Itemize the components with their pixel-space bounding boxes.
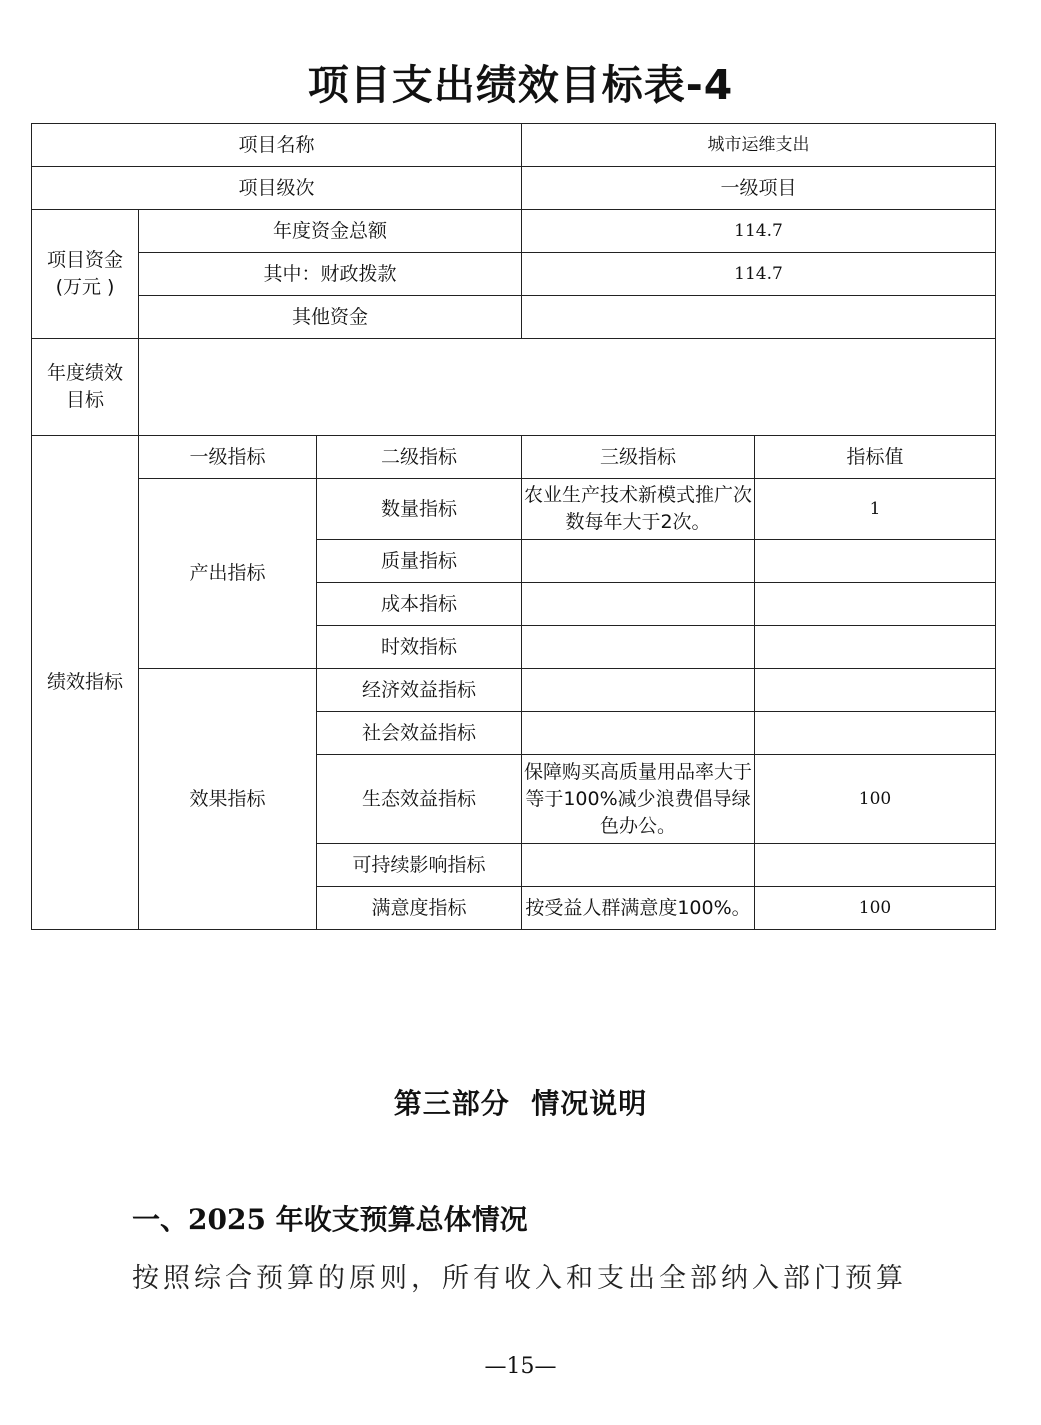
value-cell: 1 (755, 479, 996, 540)
value-cell (755, 583, 996, 626)
level2-cell: 经济效益指标 (317, 669, 522, 712)
level2-cell: 可持续影响指标 (317, 844, 522, 887)
section-title: 第三部分 情况说明 (393, 1087, 648, 1120)
value-cell: 100 (755, 755, 996, 844)
other-funds-value (522, 296, 996, 339)
level2-cell: 数量指标 (317, 479, 522, 540)
level3-cell: 保障购买高质量用品率大于等于100%减少浪费倡导绿色办公。 (522, 755, 755, 844)
project-name-label: 项目名称 (32, 124, 522, 167)
annual-total-value: 114.7 (522, 210, 996, 253)
value-cell (755, 669, 996, 712)
level3-cell (522, 626, 755, 669)
fiscal-value: 114.7 (522, 253, 996, 296)
fiscal-label: 其中：财政拨款 (139, 253, 522, 296)
level2-cell: 社会效益指标 (317, 712, 522, 755)
annual-goal-value (139, 339, 996, 436)
level3-cell (522, 583, 755, 626)
level2-cell: 时效指标 (317, 626, 522, 669)
value-cell: 100 (755, 887, 996, 930)
header-value: 指标值 (755, 436, 996, 479)
level2-cell: 成本指标 (317, 583, 522, 626)
funds-label: 项目资金 (万元 ) (32, 210, 139, 339)
output-indicator-label: 产出指标 (139, 479, 317, 669)
other-funds-label: 其他资金 (139, 296, 522, 339)
level3-cell: 按受益人群满意度100%。 (522, 887, 755, 930)
value-cell (755, 712, 996, 755)
level3-cell: 农业生产技术新模式推广次数每年大于2次。 (522, 479, 755, 540)
level3-cell (522, 540, 755, 583)
level3-cell (522, 669, 755, 712)
effect-indicator-label: 效果指标 (139, 669, 317, 930)
page-number: —15— (484, 1354, 557, 1379)
level3-cell (522, 844, 755, 887)
level2-cell: 满意度指标 (317, 887, 522, 930)
value-cell (755, 626, 996, 669)
value-cell (755, 844, 996, 887)
project-name-value: 城市运维支出 (522, 124, 996, 167)
level3-cell (522, 712, 755, 755)
header-level2: 二级指标 (317, 436, 522, 479)
project-level-label: 项目级次 (32, 167, 522, 210)
header-level3: 三级指标 (522, 436, 755, 479)
project-level-value: 一级项目 (522, 167, 996, 210)
level2-cell: 生态效益指标 (317, 755, 522, 844)
page-title: 项目支出绩效目标表-4 (307, 61, 734, 109)
section-heading: 一、2025 年收支预算总体情况 (132, 1203, 528, 1236)
body-paragraph: 按照综合预算的原则，所有收入和支出全部纳入部门预算 (132, 1263, 907, 1294)
annual-goal-label: 年度绩效 目标 (32, 339, 139, 436)
value-cell (755, 540, 996, 583)
indicators-label: 绩效指标 (32, 436, 139, 930)
performance-target-table (31, 123, 996, 930)
level2-cell: 质量指标 (317, 540, 522, 583)
header-level1: 一级指标 (139, 436, 317, 479)
annual-total-label: 年度资金总额 (139, 210, 522, 253)
